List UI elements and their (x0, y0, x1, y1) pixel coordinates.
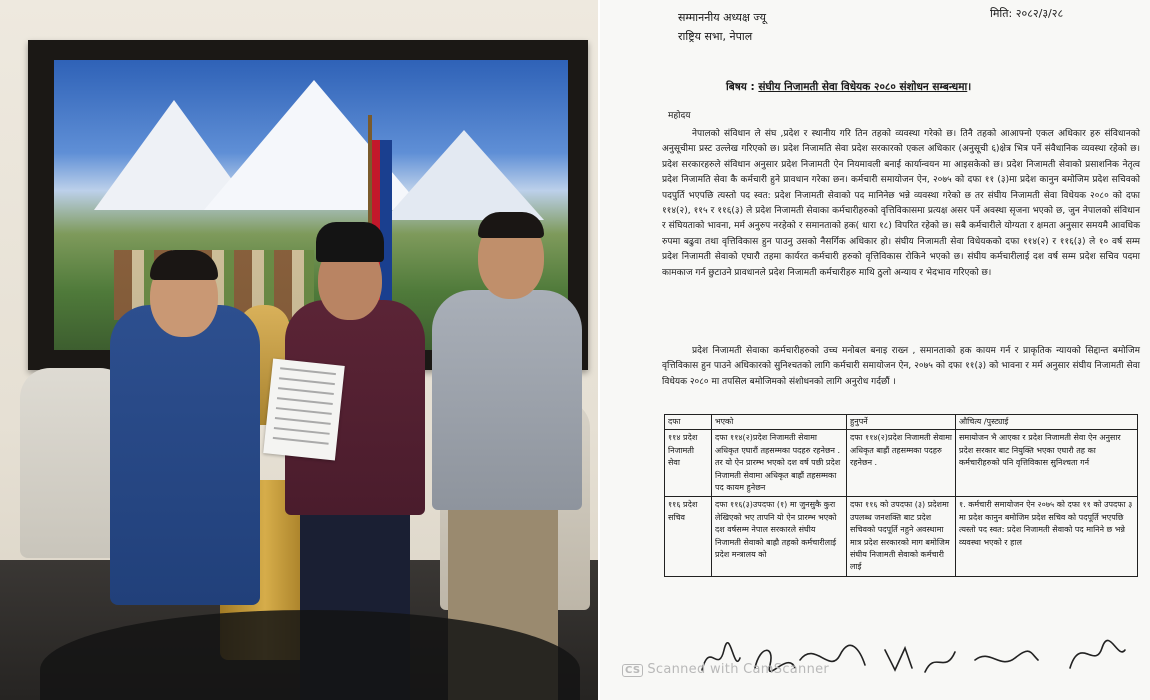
scanned-letter (598, 0, 1150, 700)
table-row (665, 497, 1138, 576)
person-left-hair (150, 250, 218, 280)
addressee-organization: राष्ट्रिय सभा, नेपाल (678, 30, 753, 43)
addressee-title: सम्माननीय अध्यक्ष ज्यू (678, 11, 767, 24)
amendment-table (664, 414, 1138, 577)
scanner-watermark (622, 662, 829, 677)
table-cell-dafa: ११४ प्रदेश निजामती सेवा (665, 430, 712, 497)
camscanner-logo-icon: CS (622, 664, 643, 677)
table-cell-existing: दफा ११४(२)प्रदेश निजामती सेवामा अधिकृत एघारौं तहसम्मका पदहरु रहनेछन . तर यो ऐन प्रारम्भ भएको दश वर्ष पछी प्रदेश निजामती सेवामा अधिकृत बाह्रौं तहसम्मका पद कायम हुनेछन (712, 430, 847, 497)
salutation: महोदय (668, 111, 691, 121)
mountain-peak (384, 130, 544, 220)
addressee-block (678, 8, 766, 46)
body-paragraph-2: प्रदेश निजामती सेवाका कर्मचारीहरुको उच्च मनोबल बनाइ राख्न , समानताको हक कायम गर्न र प्राकृतिक न्यायको सिद्दान्त बमोजिम वृत्तिविकास हुन पाउने अधिकारको सुनिश्चतको लागि कर्मचारी समायोजन ऐन, २०७५ को दफा ११(३) को भावना र मर्म अनुसार संघीय निजामती सेवा विधेयक २०८० मा तपसिल बमोजिमको संशोधनको लागि अनुरोध गर्दछौं । (662, 346, 1140, 387)
column-header: भएको (712, 415, 847, 430)
letter-date: मिति: २०८२/३/२८ (990, 7, 1064, 20)
person-right-blazer (432, 290, 582, 510)
memorandum-paper (263, 358, 345, 460)
body-paragraph-1: नेपालको संविधान ले संघ ,प्रदेश र स्थानीय गरि तिन तहको व्यवस्था गरेको छ। तिनै तहको आआफ्नो एकल अधिकार हरु संविधानको अनुसूचीमा प्रस्ट उल्लेख गरिएको छ। प्रदेश निजामति सेवा प्रदेश सरकारको एकल अधिकार (अनुसूची ६)क्षेत्र भित्र पर्ने संवैधानिक व्यवस्था रहेको छ। प्रदेश सरकारहरुले संविधान अनुसार प्रदेश निजामती ऐन नियमावली बनाई कार्यान्वयन मा आइसकेको छ। प्रदेश निजामती सेवाको प्रसाशनिक नेतृत्व प्रदेश निजामति सेवा कै कर्मचारी हुने प्रावधान गरेका छन। कर्मचारी समायोजन ऐन, २०७५ को दफा ११ (३)मा प्रदेश कानुन बमोजिम प्रदेश सचिवको पदपुर्ति भएपछि त्यस्तो पद स्वत: प्रदेश निजामती सेवाको पद मानिनेछ भन्ने व्यवस्था गरेको छ तर संघीय निजामती सेवा विधेयक २०८० को दफा ११४(२), ११५ र ११६(३) ले प्रदेश निजामती सेवाका कर्मचारीहरुको वृत्तिविकासमा प्रत्यक्ष असर पर्ने अवस्था सृजना भएको छ, जुन नेपालको संविधान र संघियताको भावना, मर्म अनुरुप नरहेको र समानताको हक( धारा १८) विपरित रहेको छ। सबै कर्मचारीले योग्यता र क्षमता अनुसार समयमै आवधिक रुपमा बढुवा तथा वृत्तिविकास हुन पाउनु उसको नैसर्गिक अधिकार हो। संघीय निजामती सेवा विधेयकको दफा ११४(२) र ११६(३) ले १० वर्ष सम्म प्रदेश निजामती सेवाको एघारौ तहमा कार्यरत कर्मचारी हरुको वृत्तिविकास रोकिने भएको छ। संघीय कर्मचारीलाई दश वर्ष सम्म प्रदेश सचिव पदमा कामकाज गर्न छुटाउने प्रावधानले प्रदेश निजामती कर्मचारीहरु माथि ठुलो अन्याय र भेदभाव गरिएको छ। (662, 129, 1140, 278)
table-row (665, 430, 1138, 497)
table-cell-proposed: दफा ११६ को उपदफा (३) प्रदेशमा उपलब्ध जनशक्ति बाट प्रदेश सचिवको पदपूर्ति नहुने अवस्थामा मात्र प्रदेश सरकारको माग बमोजिम संघीय निजामती सेवाको कर्मचारी लाई (847, 497, 956, 576)
subject-text: संघीय निजामती सेवा विधेयक २०८० संशोधन सम्बन्धमा (758, 81, 968, 93)
letter-subject (726, 80, 971, 94)
column-header: हुनुपर्ने (847, 415, 956, 430)
watermark-text: Scanned with CamScanner (647, 662, 830, 677)
table-header-row (665, 415, 1138, 430)
table-cell-justification: समायोजन भै आएका र प्रदेश निजामती सेवा ऐन अनुसार प्रदेश सरकार बाट नियुक्ति भएका एघारौ तह का कर्मचारीहरुको पनि वृत्तिविकास सुनिश्चता गर्न (956, 430, 1138, 497)
person-left-suit (110, 305, 260, 605)
person-right-hair (478, 212, 544, 238)
subject-prefix: बिषय : (726, 81, 759, 93)
column-header: दफा (665, 415, 712, 430)
table-cell-existing: दफा ११६(३)उपदफा (१) मा जुनसुकै कुरा लेखिएको भए तापनि यो ऐन प्रारम्भ भएको दश वर्षसम्म नेपाल सरकारले संघीय निजामती सेवाको बाह्रौ तहको कर्मचारीलाई प्रदेश मन्त्रालय को (712, 497, 847, 576)
dhaka-topi-cap (316, 222, 384, 262)
subject-suffix: । (967, 81, 972, 93)
table-cell-dafa: ११६ प्रदेश सचिव (665, 497, 712, 576)
column-header: औचित्य /पुस्ट्याई (956, 415, 1138, 430)
table-cell-justification: १. कर्मचारी समायोजन ऐन २०७५ को दफा ११ को उपदफा ३ मा प्रदेश कानुन बमोजिम प्रदेश सचिव को पदपूर्ति भएपछि त्यस्तो पद स्वत: प्रदेश निजामती सेवाको पद मानिने छ भन्ने व्यवस्था भएको र हाल (956, 497, 1138, 576)
table-cell-proposed: दफा ११४(२)प्रदेश निजामती सेवामा अधिकृत बाह्रौं तहसम्मका पदहरु रहनेछन . (847, 430, 956, 497)
